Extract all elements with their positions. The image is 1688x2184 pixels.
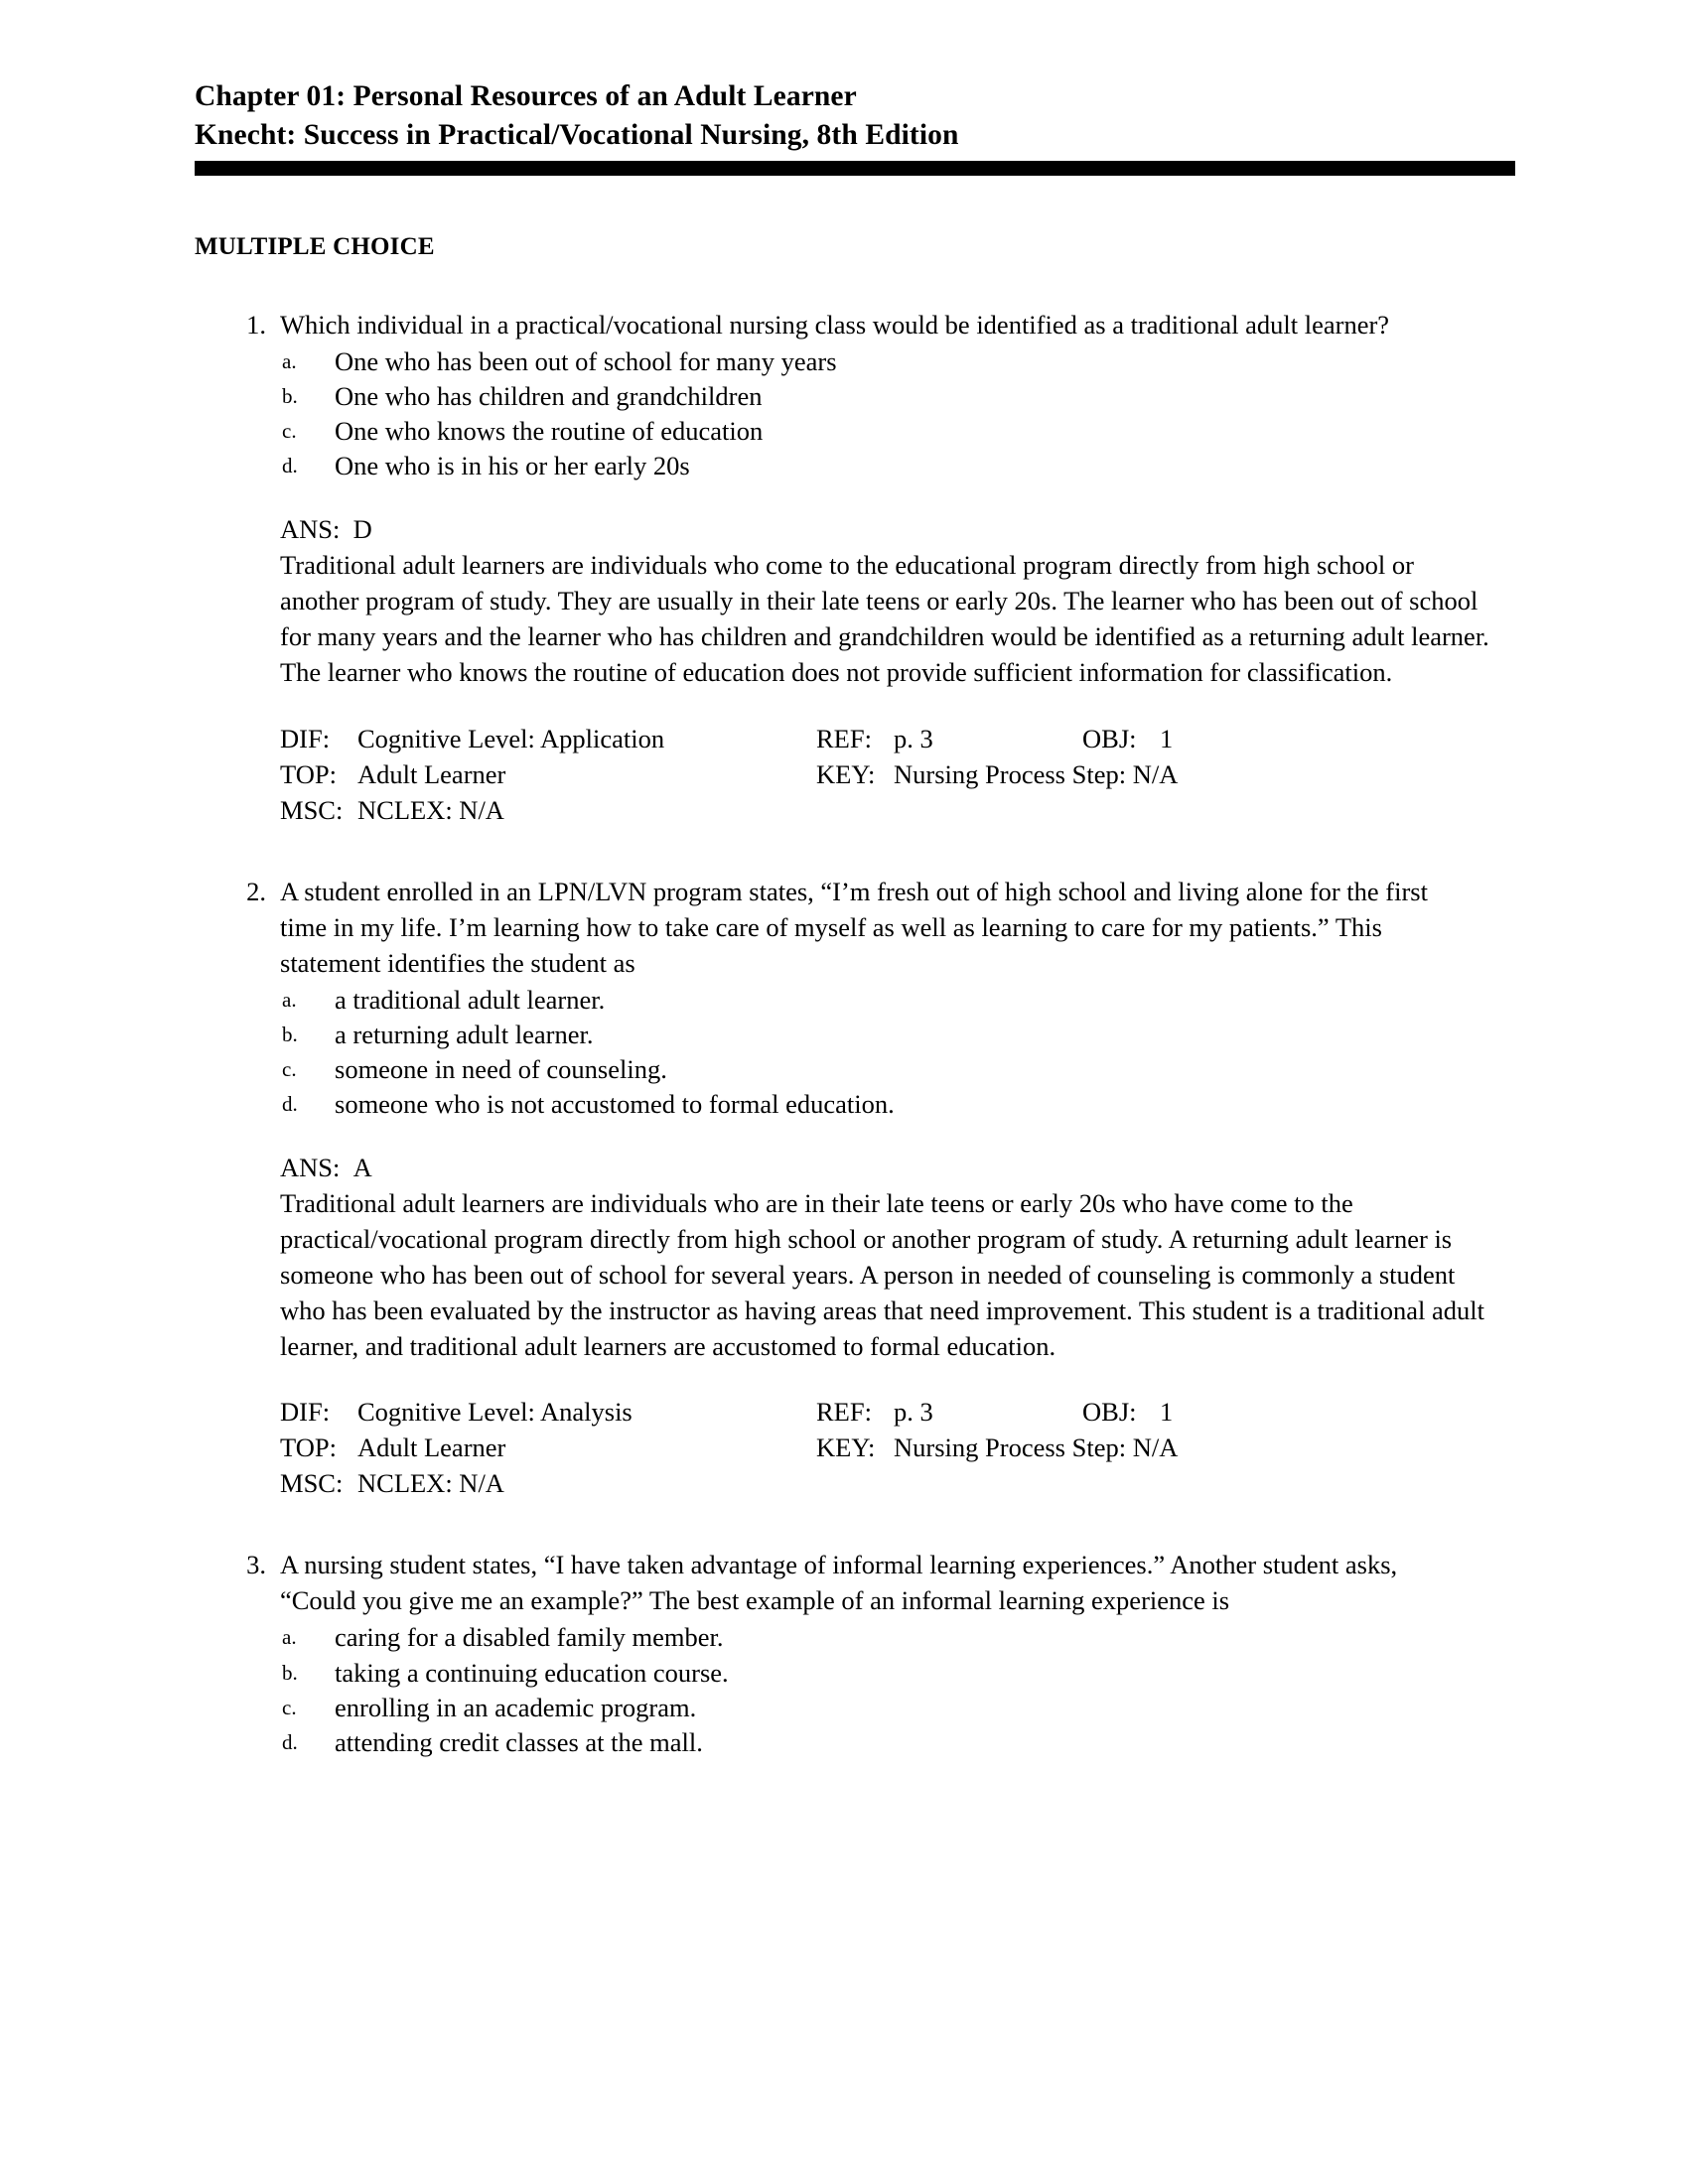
option-text: a returning adult learner. [335, 1019, 594, 1049]
answer-rationale: Traditional adult learners are individuals who are in their late teens or early 20s who have come to the practical/vocational program directly from high school or another program of study. A returning adult learner is someone who has been out of school for several years. A person in needed of counseling is commonly a student who has been evaluated by the instructor as having areas that need improvement. This student is a traditional adult learner, and traditional adult learners are accustomed to formal education. [280, 1188, 1485, 1362]
option-item[interactable] [280, 379, 1539, 414]
question-stem: Which individual in a practical/vocational nursing class would be identified as a traditional adult learner? [280, 309, 1390, 340]
option-item[interactable] [280, 1620, 1539, 1655]
metadata-row [280, 721, 1539, 756]
option-item[interactable] [280, 1691, 1539, 1725]
metadata-key-label: KEY: [816, 758, 876, 789]
answer-rationale: Traditional adult learners are individuals who come to the educational program directly from high school or another program of study. They are usually in their late teens or early 20s. The learner who has been out of school for many years and the learner who has children and grandchildren would be identified as a returning adult learner. The learner who knows the routine of education does not provide sufficient information for classification. [280, 550, 1489, 688]
metadata-dif [280, 721, 816, 756]
question-stem: A student enrolled in an LPN/LVN program states, “I’m fresh out of high school and living alone for the first time in my life. I’m learning how to take care of myself as well as learning to care for my patients.” This statement identifies the student as [280, 876, 1428, 978]
metadata-msc [280, 792, 816, 828]
metadata-dif-label: DIF: [280, 723, 331, 753]
metadata-row [280, 1465, 1539, 1501]
metadata-top-value: Adult Learner [357, 758, 506, 789]
option-letter: a. [282, 1625, 297, 1650]
answer-value: D [352, 514, 372, 545]
metadata-key [816, 1430, 1178, 1465]
metadata-ref-value: p. 3 [894, 1397, 933, 1428]
answer-label: ANS: [280, 514, 341, 545]
option-letter: c. [282, 419, 297, 444]
metadata-top-value: Adult Learner [357, 1433, 506, 1463]
option-letter: d. [282, 1729, 298, 1754]
metadata-msc-label: MSC: [280, 1468, 344, 1499]
metadata-key-value: Nursing Process Step: N/A [894, 758, 1179, 789]
metadata-obj-label: OBJ: [1082, 1397, 1137, 1428]
metadata-msc-label: MSC: [280, 794, 344, 825]
metadata-obj-label: OBJ: [1082, 723, 1137, 753]
metadata-ref-label: REF: [816, 723, 872, 753]
metadata-top-label: TOP: [280, 758, 337, 789]
option-text: One who has been out of school for many years [335, 345, 837, 376]
option-item[interactable] [280, 1052, 1539, 1087]
option-letter: a. [282, 987, 297, 1012]
question-number: 3. [246, 1550, 266, 1580]
option-letter: b. [282, 1022, 298, 1046]
answer-line [280, 511, 1496, 547]
document-header [195, 77, 1539, 155]
question-metadata [280, 721, 1539, 828]
question-item [195, 874, 1539, 1502]
metadata-key-label: KEY: [816, 1433, 876, 1463]
metadata-ref-label: REF: [816, 1397, 872, 1428]
option-text: enrolling in an academic program. [335, 1692, 697, 1722]
question-number: 1. [246, 309, 266, 340]
question-item [195, 307, 1539, 828]
answer-block [280, 511, 1496, 690]
option-item[interactable] [280, 414, 1539, 449]
option-text: someone in need of counseling. [335, 1053, 667, 1084]
option-text: attending credit classes at the mall. [335, 1726, 703, 1757]
metadata-top-label: TOP: [280, 1433, 337, 1463]
option-item[interactable] [280, 344, 1539, 379]
metadata-top [280, 756, 816, 792]
question-number: 2. [246, 876, 266, 906]
metadata-dif [280, 1394, 816, 1430]
metadata-key-value: Nursing Process Step: N/A [894, 1433, 1179, 1463]
metadata-obj [1082, 1394, 1173, 1430]
option-text: caring for a disabled family member. [335, 1622, 724, 1653]
option-list [280, 1620, 1539, 1759]
question-stem: A nursing student states, “I have taken advantage of informal learning experiences.” Another student asks, “Could you give me an example?” The best example of an informal learning experience is [280, 1550, 1398, 1616]
option-text: One who knows the routine of education [335, 416, 764, 447]
option-letter: c. [282, 1695, 297, 1719]
metadata-msc [280, 1465, 816, 1501]
metadata-msc-value: NCLEX: N/A [357, 1468, 504, 1499]
metadata-dif-label: DIF: [280, 1397, 331, 1428]
answer-value: A [352, 1153, 372, 1183]
metadata-row [280, 756, 1539, 792]
metadata-obj [1082, 721, 1173, 756]
option-item[interactable] [280, 1725, 1539, 1760]
option-list [280, 983, 1539, 1122]
metadata-ref [816, 721, 1082, 756]
metadata-ref [816, 1394, 1082, 1430]
option-letter: d. [282, 454, 298, 478]
metadata-key [816, 756, 1178, 792]
option-letter: c. [282, 1056, 297, 1081]
option-letter: b. [282, 1660, 298, 1685]
option-text: One who is in his or her early 20s [335, 451, 690, 481]
question-item [195, 1547, 1539, 1760]
option-item[interactable] [280, 1018, 1539, 1052]
option-text: someone who is not accustomed to formal education. [335, 1089, 895, 1120]
section-heading-multiple-choice: MULTIPLE CHOICE [195, 232, 435, 260]
option-text: One who has children and grandchildren [335, 381, 763, 412]
option-letter: a. [282, 348, 297, 373]
option-item[interactable] [280, 1087, 1539, 1122]
answer-line [280, 1150, 1496, 1185]
option-item[interactable] [280, 449, 1539, 483]
metadata-row [280, 1430, 1539, 1465]
option-letter: b. [282, 384, 298, 409]
question-metadata [280, 1394, 1539, 1501]
answer-label: ANS: [280, 1153, 341, 1183]
metadata-obj-value: 1 [1160, 723, 1174, 753]
answer-block [280, 1150, 1496, 1364]
metadata-obj-value: 1 [1160, 1397, 1174, 1428]
metadata-dif-value: Cognitive Level: Application [357, 723, 665, 753]
option-text: a traditional adult learner. [335, 984, 606, 1015]
header-book-title: Knecht: Success in Practical/Vocational Nursing, 8th Edition [195, 118, 959, 151]
metadata-row [280, 1394, 1539, 1430]
header-divider-rule [195, 161, 1515, 176]
metadata-top [280, 1430, 816, 1465]
metadata-msc-value: NCLEX: N/A [357, 794, 504, 825]
option-letter: d. [282, 1092, 298, 1117]
option-item[interactable] [280, 983, 1539, 1018]
metadata-ref-value: p. 3 [894, 723, 933, 753]
metadata-row [280, 792, 1539, 828]
header-chapter-title: Chapter 01: Personal Resources of an Adult Learner [195, 80, 857, 112]
metadata-dif-value: Cognitive Level: Analysis [357, 1397, 633, 1428]
option-text: taking a continuing education course. [335, 1657, 729, 1688]
option-list [280, 344, 1539, 483]
option-item[interactable] [280, 1656, 1539, 1691]
